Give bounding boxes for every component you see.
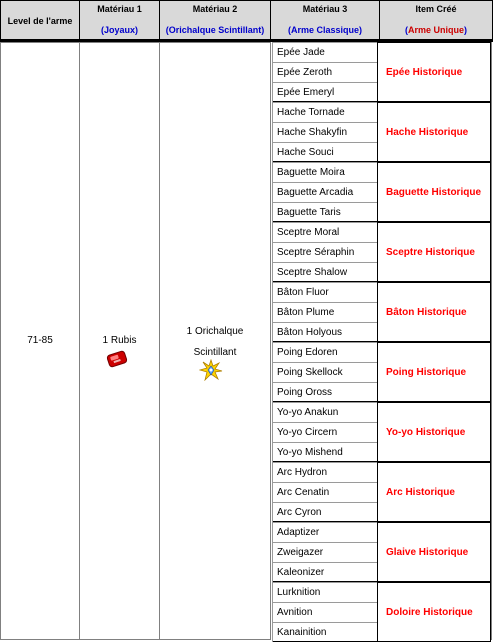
weapon-name: Epée Emeryl	[277, 87, 335, 98]
result-cell	[378, 282, 491, 342]
weapon-name: Kanainition	[277, 627, 327, 638]
weapon-row	[272, 222, 377, 242]
header-material2	[159, 0, 271, 40]
weapon-name: Baguette Arcadia	[277, 187, 354, 198]
weapon-row	[272, 102, 377, 122]
weapon-name: Poing Oross	[277, 387, 333, 398]
weapon-name: Hache Tornade	[277, 107, 345, 118]
result-item-name: Hache Historique	[386, 127, 469, 138]
weapon-name: Hache Shakyfin	[277, 127, 348, 138]
orichalque-icon	[199, 359, 223, 381]
weapon-name: Yo-yo Mishend	[277, 447, 343, 458]
header-level	[0, 0, 80, 40]
weapon-row	[272, 602, 377, 622]
weapon-row	[272, 142, 377, 162]
header-material1	[79, 0, 160, 40]
weapon-row	[272, 502, 377, 522]
weapon-name: Arc Cenatin	[277, 487, 330, 498]
weapon-name: Hache Souci	[277, 147, 334, 158]
header-item	[379, 0, 493, 40]
weapon-row	[272, 202, 377, 222]
right-edge	[491, 42, 492, 640]
result-item-name: Glaive Historique	[386, 547, 469, 558]
result-cell	[378, 522, 491, 582]
weapon-name: Poing Skellock	[277, 367, 343, 378]
weapon-name: Bâton Plume	[277, 307, 335, 318]
header-material1-sub: (Joyaux)	[100, 25, 138, 35]
material2-line1: 1 Orichalque	[186, 326, 244, 337]
weapon-row	[272, 402, 377, 422]
weapon-row	[272, 302, 377, 322]
material2-cell	[159, 42, 271, 640]
header-level-title: Level de l'arme	[7, 16, 73, 26]
result-cell	[378, 342, 491, 402]
result-item-name: Doloire Historique	[386, 607, 473, 618]
weapon-name: Bâton Fluor	[277, 287, 329, 298]
result-cell	[378, 222, 491, 282]
weapon-row	[272, 422, 377, 442]
weapon-row	[272, 242, 377, 262]
weapon-row	[272, 322, 377, 342]
weapon-name: Yo-yo Circern	[277, 427, 338, 438]
result-cell	[378, 402, 491, 462]
weapon-row	[272, 262, 377, 282]
weapon-row	[272, 622, 377, 642]
material1-label: 1 Rubis	[102, 335, 137, 346]
result-item-name: Sceptre Historique	[386, 247, 475, 258]
result-item-name: Bâton Historique	[386, 307, 467, 318]
weapon-name: Sceptre Séraphin	[277, 247, 355, 258]
header-material3-sub: (Arme Classique)	[287, 25, 363, 35]
weapon-row	[272, 162, 377, 182]
weapon-row	[272, 522, 377, 542]
result-item-name: Baguette Historique	[386, 187, 482, 198]
header-material2-sub: (Orichalque Scintillant)	[165, 25, 265, 35]
weapon-name: Sceptre Moral	[277, 227, 340, 238]
weapon-row	[272, 482, 377, 502]
result-item-name: Yo-yo Historique	[386, 427, 466, 438]
header-item-title: Item Créé	[415, 4, 457, 14]
weapon-row	[272, 342, 377, 362]
weapon-name: Poing Edoren	[277, 347, 338, 358]
header-material3-title: Matériau 3	[302, 4, 348, 14]
header-material3	[270, 0, 380, 40]
result-cell	[378, 42, 491, 102]
weapon-name: Bâton Holyous	[277, 327, 343, 338]
weapon-name: Arc Cyron	[277, 507, 322, 518]
header-material1-title: Matériau 1	[97, 4, 142, 14]
header-material2-title: Matériau 2	[192, 4, 238, 14]
result-cell	[378, 162, 491, 222]
weapon-row	[272, 362, 377, 382]
weapon-row	[272, 382, 377, 402]
weapon-row	[272, 182, 377, 202]
weapon-name: Zweigazer	[277, 547, 324, 558]
level-value: 71-85	[27, 335, 53, 346]
weapon-name: Arc Hydron	[277, 467, 328, 478]
weapon-row	[272, 122, 377, 142]
weapon-name: Sceptre Shalow	[277, 267, 348, 278]
weapon-name: Kaleonizer	[277, 567, 325, 578]
result-item-name: Poing Historique	[386, 367, 466, 378]
weapon-row	[272, 82, 377, 102]
result-cell	[378, 102, 491, 162]
result-cell	[378, 462, 491, 522]
weapon-row	[272, 582, 377, 602]
weapon-row	[272, 282, 377, 302]
weapon-row	[272, 42, 377, 62]
weapon-name: Epée Zeroth	[277, 67, 333, 78]
weapon-name: Baguette Taris	[277, 207, 341, 218]
weapon-name: Yo-yo Anakun	[277, 407, 339, 418]
header-item-sub: (Arme Unique)	[404, 25, 467, 35]
result-item-name: Arc Historique	[386, 487, 455, 498]
material2-line2: Scintillant	[193, 347, 237, 358]
weapon-row	[272, 62, 377, 82]
weapon-row	[272, 442, 377, 462]
weapon-name: Baguette Moira	[277, 167, 345, 178]
weapon-row	[272, 542, 377, 562]
result-item-name: Epée Historique	[386, 67, 463, 78]
weapon-row	[272, 462, 377, 482]
weapon-name: Adaptizer	[277, 527, 320, 538]
weapon-name: Epée Jade	[277, 47, 325, 58]
weapon-name: Avnition	[277, 607, 313, 618]
weapon-row	[272, 562, 377, 582]
result-cell	[378, 582, 491, 642]
ruby-icon	[106, 350, 128, 368]
weapon-name: Lurknition	[277, 587, 321, 598]
